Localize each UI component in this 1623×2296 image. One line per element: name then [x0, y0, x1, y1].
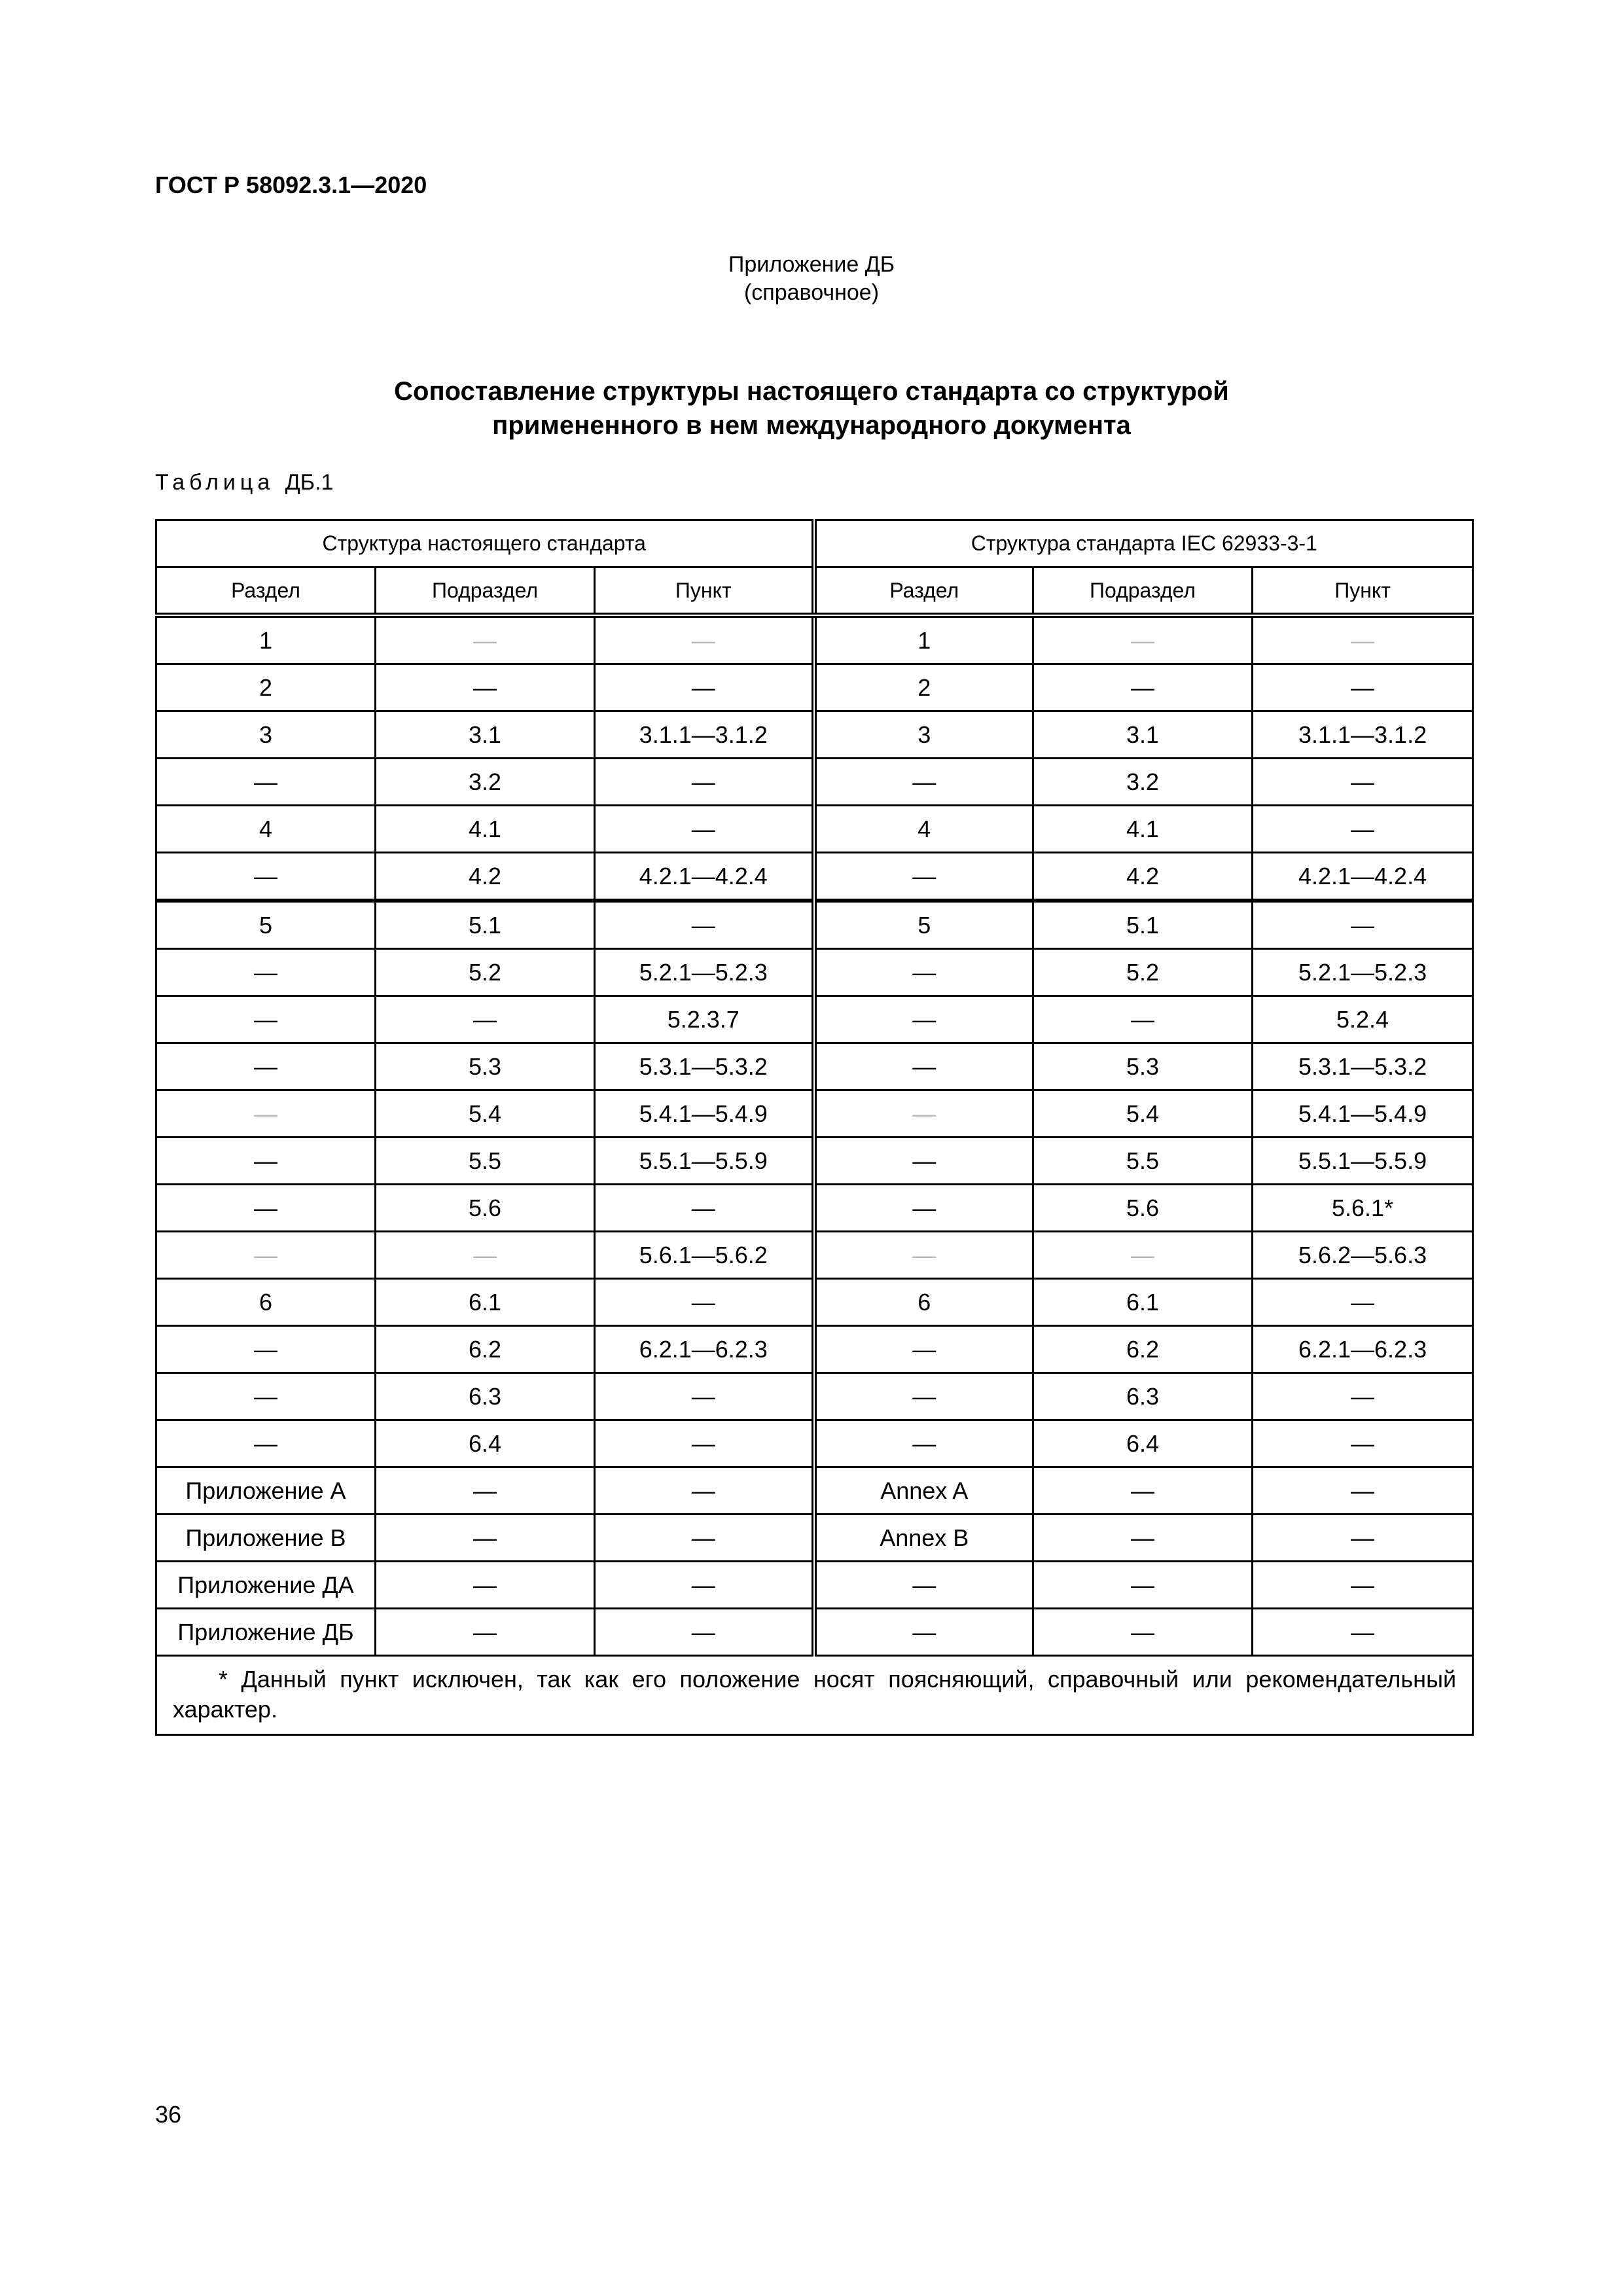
cell-subsection: 5.2: [376, 949, 595, 996]
cell-section: 1: [156, 615, 376, 664]
cell-iec-clause: 4.2.1—4.2.4: [1253, 853, 1473, 901]
cell-section: —: [156, 1373, 376, 1420]
cell-clause: 5.6.1—5.6.2: [595, 1232, 814, 1279]
cell-iec-subsection: 5.6: [1033, 1185, 1253, 1232]
table-row: [156, 996, 1473, 1043]
column-header-clause: Пункт: [595, 567, 814, 616]
cell-iec-clause: —: [1253, 1420, 1473, 1467]
cell-iec-subsection: —: [1033, 1232, 1253, 1279]
cell-clause: —: [595, 615, 814, 664]
cell-subsection: —: [376, 1467, 595, 1515]
cell-iec-subsection: 6.3: [1033, 1373, 1253, 1420]
cell-iec-clause: 5.2.4: [1253, 996, 1473, 1043]
cell-iec-clause: 6.2.1—6.2.3: [1253, 1326, 1473, 1373]
cell-clause: —: [595, 1185, 814, 1232]
cell-iec-section: 3: [814, 711, 1033, 759]
cell-subsection: 5.6: [376, 1185, 595, 1232]
cell-iec-clause: —: [1253, 759, 1473, 806]
cell-iec-clause: —: [1253, 664, 1473, 711]
cell-subsection: 5.3: [376, 1043, 595, 1090]
cell-subsection: —: [376, 615, 595, 664]
cell-section: Приложение ДБ: [156, 1609, 376, 1656]
document-title-line-2: примененного в нем международного документа: [492, 411, 1131, 440]
table-row: [156, 901, 1473, 949]
table-row: [156, 949, 1473, 996]
table-row: [156, 853, 1473, 901]
cell-iec-subsection: —: [1033, 1467, 1253, 1515]
cell-iec-section: 6: [814, 1279, 1033, 1326]
cell-section: —: [156, 996, 376, 1043]
table-row: [156, 1326, 1473, 1373]
cell-clause: 5.2.1—5.2.3: [595, 949, 814, 996]
table-row: [156, 1609, 1473, 1656]
cell-iec-subsection: 3.1: [1033, 711, 1253, 759]
cell-subsection: 3.1: [376, 711, 595, 759]
cell-iec-clause: —: [1253, 1562, 1473, 1609]
appendix-type: (справочное): [743, 280, 880, 305]
cell-iec-subsection: 5.1: [1033, 901, 1253, 949]
cell-iec-subsection: —: [1033, 1562, 1253, 1609]
table-body: [156, 615, 1473, 1656]
cell-clause: —: [595, 901, 814, 949]
cell-section: —: [156, 1043, 376, 1090]
group-header-national: Структура настоящего стандарта: [156, 520, 814, 567]
cell-iec-subsection: —: [1033, 664, 1253, 711]
cell-iec-subsection: 5.3: [1033, 1043, 1253, 1090]
cell-iec-section: —: [814, 853, 1033, 901]
cell-iec-section: —: [814, 1090, 1033, 1138]
cell-clause: —: [595, 1609, 814, 1656]
cell-clause: —: [595, 1562, 814, 1609]
cell-section: 4: [156, 806, 376, 853]
table-row: [156, 806, 1473, 853]
cell-iec-section: —: [814, 1138, 1033, 1185]
cell-iec-clause: —: [1253, 615, 1473, 664]
cell-iec-section: 2: [814, 664, 1033, 711]
table-row: [156, 759, 1473, 806]
cell-section: —: [156, 1326, 376, 1373]
cell-iec-subsection: 5.5: [1033, 1138, 1253, 1185]
cell-iec-subsection: 4.1: [1033, 806, 1253, 853]
cell-iec-subsection: 3.2: [1033, 759, 1253, 806]
table-footnote: * Данный пункт исключен, так как его положение носят поясняющий, справочный или рекомендательный характер.: [173, 1666, 1457, 1723]
cell-clause: —: [595, 664, 814, 711]
table-row: [156, 1373, 1473, 1420]
cell-subsection: —: [376, 1515, 595, 1562]
cell-iec-subsection: 6.2: [1033, 1326, 1253, 1373]
cell-iec-subsection: 4.2: [1033, 853, 1253, 901]
cell-clause: 5.4.1—5.4.9: [595, 1090, 814, 1138]
cell-subsection: —: [376, 996, 595, 1043]
cell-subsection: —: [376, 1232, 595, 1279]
cell-iec-section: —: [814, 996, 1033, 1043]
cell-iec-subsection: 6.4: [1033, 1420, 1253, 1467]
table-label-number: ДБ.1: [285, 470, 334, 495]
group-header-iec: Структура стандарта IEC 62933-3-1: [814, 520, 1473, 567]
cell-subsection: 4.1: [376, 806, 595, 853]
cell-section: —: [156, 1420, 376, 1467]
cell-subsection: 6.3: [376, 1373, 595, 1420]
cell-iec-clause: —: [1253, 1467, 1473, 1515]
cell-subsection: 5.4: [376, 1090, 595, 1138]
table-row: [156, 1232, 1473, 1279]
column-header-section: Раздел: [156, 567, 376, 616]
column-header-subsection: Подраздел: [376, 567, 595, 616]
cell-subsection: —: [376, 664, 595, 711]
cell-clause: 3.1.1—3.1.2: [595, 711, 814, 759]
table-row: [156, 1420, 1473, 1467]
cell-subsection: 3.2: [376, 759, 595, 806]
cell-iec-section: —: [814, 1232, 1033, 1279]
cell-section: 6: [156, 1279, 376, 1326]
cell-iec-clause: 5.4.1—5.4.9: [1253, 1090, 1473, 1138]
cell-subsection: —: [376, 1609, 595, 1656]
cell-iec-clause: 5.3.1—5.3.2: [1253, 1043, 1473, 1090]
cell-iec-subsection: —: [1033, 615, 1253, 664]
page-number: 36: [155, 2101, 182, 2128]
cell-iec-subsection: 6.1: [1033, 1279, 1253, 1326]
cell-clause: —: [595, 759, 814, 806]
cell-section: Приложение ДА: [156, 1562, 376, 1609]
cell-iec-clause: —: [1253, 806, 1473, 853]
cell-iec-section: 5: [814, 901, 1033, 949]
cell-iec-subsection: 5.4: [1033, 1090, 1253, 1138]
cell-iec-subsection: —: [1033, 1609, 1253, 1656]
cell-iec-section: 4: [814, 806, 1033, 853]
cell-clause: 5.3.1—5.3.2: [595, 1043, 814, 1090]
cell-section: 5: [156, 901, 376, 949]
cell-iec-section: —: [814, 1420, 1033, 1467]
cell-iec-section: —: [814, 949, 1033, 996]
cell-iec-section: Annex A: [814, 1467, 1033, 1515]
column-header-iec-section: Раздел: [814, 567, 1033, 616]
cell-iec-clause: 5.6.2—5.6.3: [1253, 1232, 1473, 1279]
cell-section: —: [156, 1090, 376, 1138]
table-row: [156, 1467, 1473, 1515]
cell-iec-clause: —: [1253, 901, 1473, 949]
document-title-line-1: Сопоставление структуры настоящего стандарта со структурой: [394, 377, 1229, 406]
cell-subsection: 5.5: [376, 1138, 595, 1185]
table-row: [156, 615, 1473, 664]
cell-clause: —: [595, 1420, 814, 1467]
comparison-table: [155, 519, 1474, 1736]
table-row: [156, 1562, 1473, 1609]
cell-subsection: 6.2: [376, 1326, 595, 1373]
cell-iec-section: —: [814, 759, 1033, 806]
table-row: [156, 1515, 1473, 1562]
cell-section: Приложение А: [156, 1467, 376, 1515]
cell-section: —: [156, 1232, 376, 1279]
cell-iec-clause: 5.5.1—5.5.9: [1253, 1138, 1473, 1185]
cell-section: —: [156, 949, 376, 996]
standard-code: ГОСТ Р 58092.3.1—2020: [155, 171, 427, 198]
appendix-title: Приложение ДБ: [728, 252, 895, 277]
cell-iec-clause: 5.2.1—5.2.3: [1253, 949, 1473, 996]
table-row: [156, 664, 1473, 711]
cell-clause: 6.2.1—6.2.3: [595, 1326, 814, 1373]
table-row: [156, 1090, 1473, 1138]
cell-iec-clause: —: [1253, 1279, 1473, 1326]
cell-iec-clause: —: [1253, 1609, 1473, 1656]
cell-iec-section: —: [814, 1326, 1033, 1373]
cell-iec-section: Annex B: [814, 1515, 1033, 1562]
cell-section: —: [156, 759, 376, 806]
column-header-iec-clause: Пункт: [1253, 567, 1473, 616]
cell-clause: 5.2.3.7: [595, 996, 814, 1043]
cell-clause: —: [595, 1279, 814, 1326]
cell-clause: —: [595, 1467, 814, 1515]
cell-iec-section: 1: [814, 615, 1033, 664]
cell-iec-section: —: [814, 1562, 1033, 1609]
cell-subsection: 6.4: [376, 1420, 595, 1467]
cell-iec-section: —: [814, 1373, 1033, 1420]
table-row: [156, 1279, 1473, 1326]
cell-iec-subsection: —: [1033, 996, 1253, 1043]
table-row: [156, 1138, 1473, 1185]
cell-section: Приложение В: [156, 1515, 376, 1562]
table-footnote-cell: [156, 1656, 1473, 1735]
table-label: [155, 470, 333, 495]
cell-iec-clause: —: [1253, 1373, 1473, 1420]
cell-iec-clause: —: [1253, 1515, 1473, 1562]
cell-clause: 5.5.1—5.5.9: [595, 1138, 814, 1185]
cell-subsection: —: [376, 1562, 595, 1609]
table-row: [156, 711, 1473, 759]
cell-section: 3: [156, 711, 376, 759]
cell-section: —: [156, 1185, 376, 1232]
cell-iec-section: —: [814, 1043, 1033, 1090]
cell-subsection: 5.1: [376, 901, 595, 949]
cell-subsection: 4.2: [376, 853, 595, 901]
cell-section: —: [156, 853, 376, 901]
cell-clause: —: [595, 1515, 814, 1562]
cell-iec-subsection: 5.2: [1033, 949, 1253, 996]
cell-iec-section: —: [814, 1609, 1033, 1656]
table-row: [156, 1185, 1473, 1232]
cell-section: —: [156, 1138, 376, 1185]
cell-iec-subsection: —: [1033, 1515, 1253, 1562]
cell-clause: 4.2.1—4.2.4: [595, 853, 814, 901]
cell-iec-clause: 3.1.1—3.1.2: [1253, 711, 1473, 759]
table-label-word: Таблица: [155, 470, 275, 495]
column-header-iec-subsection: Подраздел: [1033, 567, 1253, 616]
cell-iec-clause: 5.6.1*: [1253, 1185, 1473, 1232]
cell-iec-section: —: [814, 1185, 1033, 1232]
cell-clause: —: [595, 1373, 814, 1420]
cell-section: 2: [156, 664, 376, 711]
cell-clause: —: [595, 806, 814, 853]
cell-subsection: 6.1: [376, 1279, 595, 1326]
table-row: [156, 1043, 1473, 1090]
